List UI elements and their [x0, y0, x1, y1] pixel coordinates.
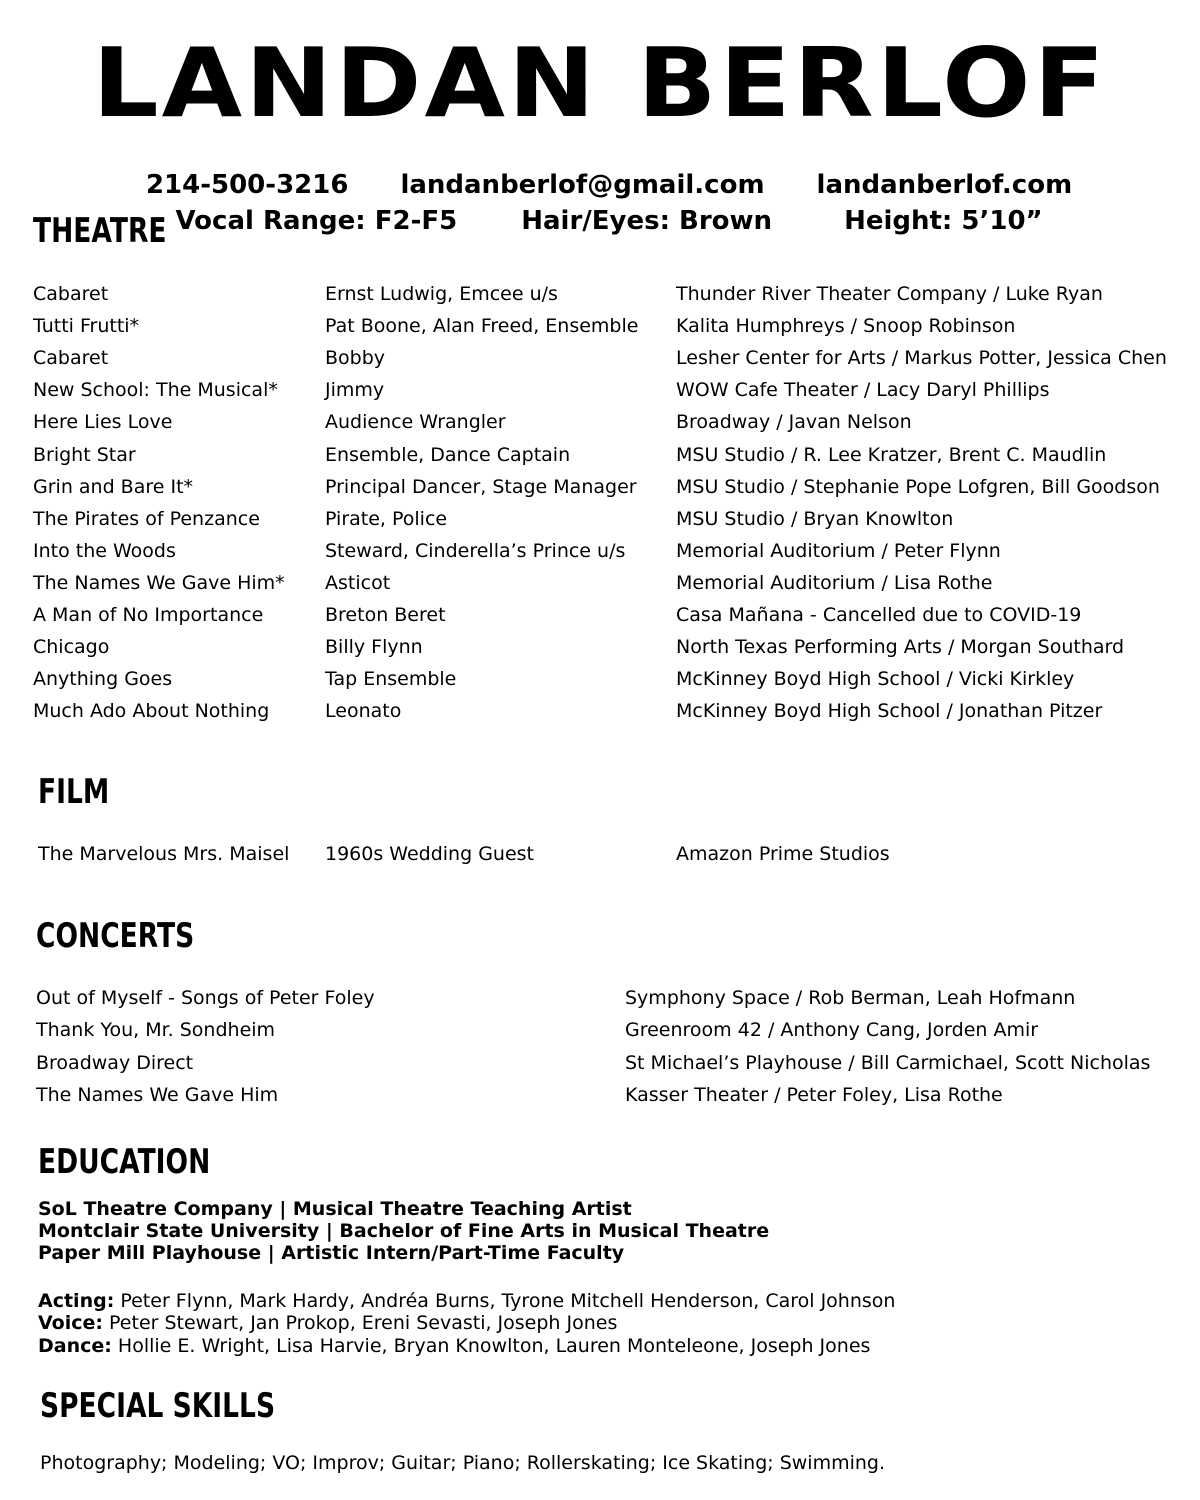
- credit-show: The Names We Gave Him: [36, 1083, 279, 1106]
- credit-show: Out of Myself - Songs of Peter Foley: [36, 987, 375, 1009]
- credit-show: Cabaret: [33, 283, 109, 305]
- credit-role: Audience Wrangler: [325, 411, 506, 434]
- credit-venue: St Michael’s Playhouse / Bill Carmichael, Scott Nicholas: [625, 1051, 1151, 1074]
- phone-number: 214-500-3216: [145, 170, 349, 200]
- teachers-label: Voice:: [38, 1312, 103, 1334]
- credit-venue: Casa Mañana - Cancelled due to COVID-19: [676, 604, 1082, 626]
- credit-role: Principal Dancer, Stage Manager: [325, 475, 637, 498]
- credit-venue: Lesher Center for Arts / Markus Potter, Jessica Chen: [676, 347, 1167, 370]
- credit-role: Bobby: [325, 347, 386, 370]
- credit-venue: Kasser Theater / Peter Foley, Lisa Rothe: [625, 1083, 1003, 1106]
- hair-eyes: Hair/Eyes: Brown: [521, 206, 773, 236]
- credit-show: Thank You, Mr. Sondheim: [36, 1019, 276, 1042]
- credit-venue: McKinney Boyd High School / Vicki Kirkley: [676, 668, 1075, 691]
- teachers-names: Hollie E. Wright, Lisa Harvie, Bryan Knowlton, Lauren Monteleone, Joseph Jones: [111, 1335, 871, 1357]
- special-skills-text: Photography; Modeling; VO; Improv; Guitar; Piano; Rollerskating; Ice Skating; Swimming.: [40, 1452, 886, 1474]
- credit-role: Asticot: [325, 571, 391, 594]
- section-title-special-skills: SPECIAL SKILLS: [40, 1386, 276, 1426]
- credit-venue: Memorial Auditorium / Peter Flynn: [676, 539, 1001, 562]
- table-row: [0, 663, 1200, 695]
- credit-show: Anything Goes: [33, 668, 173, 691]
- section-title-theatre: THEATRE: [33, 211, 167, 251]
- credit-show: Chicago: [33, 636, 110, 659]
- table-row: [0, 599, 1200, 631]
- credit-venue: MSU Studio / R. Lee Kratzer, Brent C. Maudlin: [676, 443, 1107, 466]
- credit-venue: Kalita Humphreys / Snoop Robinson: [676, 315, 1016, 338]
- table-row: [0, 439, 1200, 471]
- table-row: [0, 503, 1200, 535]
- credit-show: Grin and Bare It*: [33, 475, 194, 498]
- table-row: [0, 471, 1200, 503]
- credit-role: Pirate, Police: [325, 507, 448, 530]
- credit-show: Into the Woods: [33, 539, 176, 562]
- teachers-names: Peter Stewart, Jan Prokop, Ereni Sevasti, Joseph Jones: [102, 1312, 618, 1334]
- credit-role: Steward, Cinderella’s Prince u/s: [325, 539, 626, 562]
- credit-venue: Amazon Prime Studios: [676, 843, 890, 865]
- credit-role: Ernst Ludwig, Emcee u/s: [325, 283, 558, 305]
- resume-name: LANDAN BERLOF: [92, 26, 1108, 140]
- credit-show: A Man of No Importance: [33, 604, 264, 626]
- credit-venue: Thunder River Theater Company / Luke Ryan: [676, 283, 1103, 305]
- table-row: [0, 1079, 1200, 1111]
- credit-role: Leonato: [325, 700, 402, 723]
- education-program: SoL Theatre Company | Musical Theatre Teaching Artist: [38, 1198, 632, 1220]
- credit-role: Ensemble, Dance Captain: [325, 443, 571, 466]
- credit-show: Cabaret: [33, 347, 109, 370]
- table-row: [0, 310, 1200, 342]
- credit-venue: Symphony Space / Rob Berman, Leah Hofmann: [625, 987, 1076, 1009]
- teachers-voice: [38, 1312, 617, 1334]
- table-row: [0, 1014, 1200, 1046]
- credit-show: Tutti Frutti*: [33, 315, 140, 338]
- credit-venue: MSU Studio / Bryan Knowlton: [676, 507, 954, 530]
- table-row: [0, 838, 1200, 870]
- section-title-concerts: CONCERTS: [36, 916, 195, 956]
- credit-venue: Memorial Auditorium / Lisa Rothe: [676, 571, 993, 594]
- teachers-label: Dance:: [38, 1335, 112, 1357]
- credit-role: Billy Flynn: [325, 636, 423, 659]
- credit-venue: WOW Cafe Theater / Lacy Daryl Phillips: [676, 379, 1050, 402]
- credit-show: Broadway Direct: [36, 1051, 194, 1074]
- table-row: [0, 342, 1200, 374]
- credit-show: The Names We Gave Him*: [33, 571, 285, 594]
- teachers-names: Peter Flynn, Mark Hardy, Andréa Burns, Tyrone Mitchell Henderson, Carol Johnson: [114, 1290, 896, 1312]
- table-row: [0, 278, 1200, 310]
- credit-show: New School: The Musical*: [33, 379, 278, 402]
- teachers-label: Acting:: [38, 1290, 115, 1312]
- table-row: [0, 631, 1200, 663]
- credit-venue: MSU Studio / Stephanie Pope Lofgren, Bill Goodson: [676, 475, 1160, 498]
- website: landanberlof.com: [816, 170, 1073, 200]
- teachers-acting: [38, 1290, 895, 1312]
- credit-show: Much Ado About Nothing: [33, 700, 270, 723]
- credit-show: Here Lies Love: [33, 411, 173, 434]
- section-title-education: EDUCATION: [38, 1142, 211, 1182]
- section-title-film: FILM: [38, 772, 110, 812]
- credit-show: Bright Star: [33, 443, 136, 466]
- credit-venue: Broadway / Javan Nelson: [676, 411, 912, 434]
- credit-venue: McKinney Boyd High School / Jonathan Pitzer: [676, 700, 1103, 723]
- credit-role: Tap Ensemble: [325, 668, 457, 691]
- table-row: [0, 374, 1200, 406]
- table-row: [0, 567, 1200, 599]
- credit-show: The Marvelous Mrs. Maisel: [38, 843, 290, 865]
- credit-role: Breton Beret: [325, 604, 446, 626]
- education-program: Montclair State University | Bachelor of Fine Arts in Musical Theatre: [38, 1220, 770, 1242]
- credit-venue: North Texas Performing Arts / Morgan Southard: [676, 636, 1125, 659]
- table-row: [0, 982, 1200, 1014]
- vocal-range: Vocal Range: F2-F5: [175, 206, 458, 236]
- education-program: Paper Mill Playhouse | Artistic Intern/Part-Time Faculty: [38, 1242, 625, 1264]
- table-row: [0, 406, 1200, 438]
- credit-venue: Greenroom 42 / Anthony Cang, Jorden Amir: [625, 1019, 1039, 1042]
- height: Height: 5’10”: [844, 206, 1043, 236]
- email-address: landanberlof@gmail.com: [400, 170, 765, 200]
- credit-role: Pat Boone, Alan Freed, Ensemble: [325, 315, 639, 338]
- table-row: [0, 695, 1200, 727]
- table-row: [0, 535, 1200, 567]
- stats-line: [0, 173, 1200, 237]
- credit-role: Jimmy: [325, 379, 385, 402]
- credit-role: 1960s Wedding Guest: [325, 843, 534, 865]
- teachers-dance: [38, 1335, 870, 1357]
- table-row: [0, 1047, 1200, 1079]
- credit-show: The Pirates of Penzance: [33, 507, 260, 530]
